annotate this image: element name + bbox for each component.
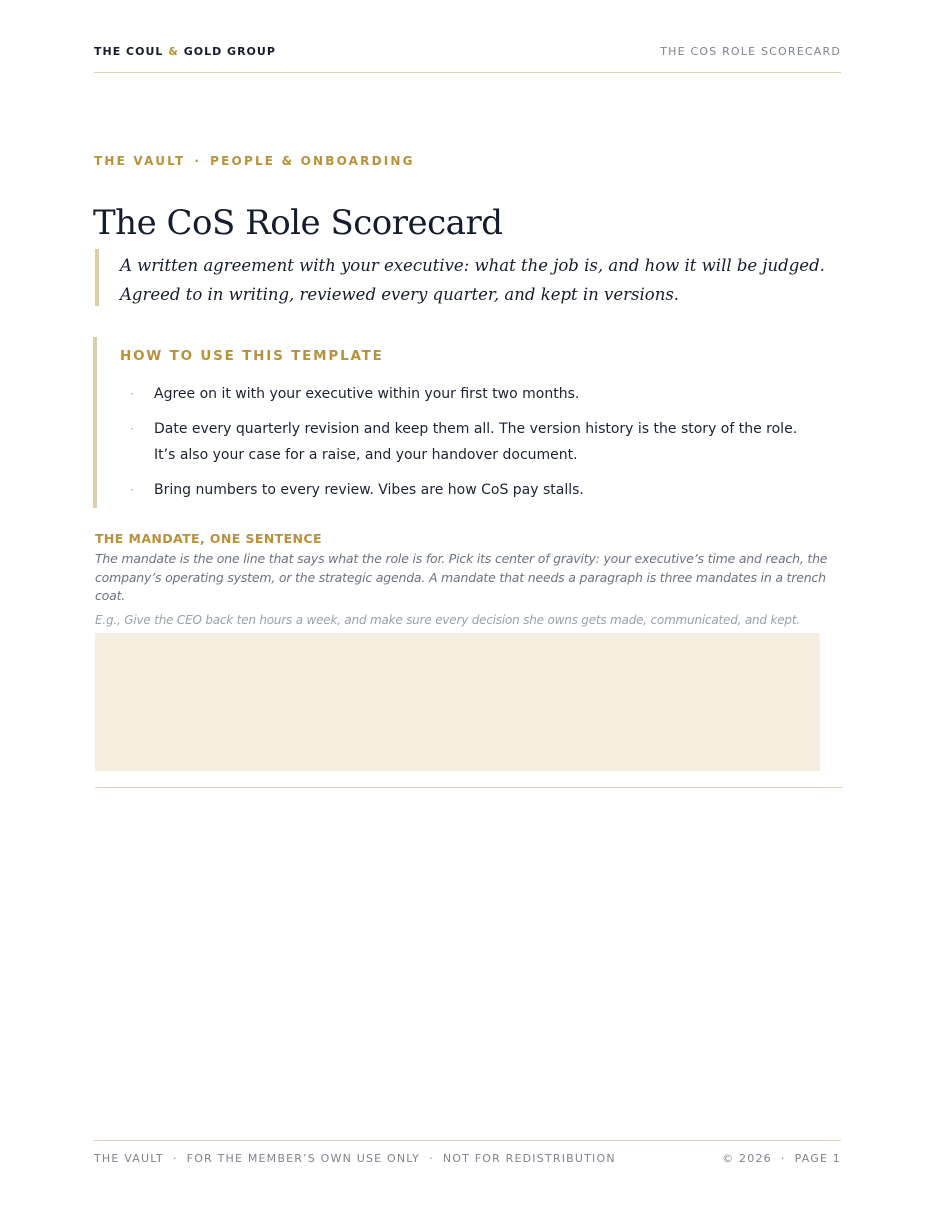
footer-separator: ·: [429, 1152, 434, 1165]
bullet-dot-icon: ·: [130, 483, 134, 497]
eyebrow-section: THE VAULT: [94, 154, 186, 168]
list-item-text: Date every quarterly revision and keep them all. The version history is the story of the role. It’s also your case for a raise, and your handover document.: [154, 421, 798, 463]
brand-ampersand: &: [168, 45, 179, 58]
section-eyebrow: [94, 154, 415, 168]
page-title: The CoS Role Scorecard: [93, 202, 503, 243]
list-item-text: Agree on it with your executive within your first two months.: [154, 386, 580, 402]
how-to-heading: HOW TO USE THIS TEMPLATE: [120, 348, 384, 364]
brand-name-right: GOLD GROUP: [183, 45, 276, 58]
footer-divider: [94, 1140, 841, 1141]
lead-quote: [95, 249, 839, 306]
bullet-dot-icon: ·: [130, 387, 134, 401]
mandate-field-label: THE MANDATE, ONE SENTENCE: [95, 531, 322, 546]
lead-text: A written agreement with your executive: what the job is, and how it will be judged. Agreed to in writing, reviewed every quarter, and kept in versions.: [120, 256, 825, 304]
header-divider: [94, 72, 841, 73]
page-header: [94, 45, 841, 63]
section-divider: [95, 787, 842, 788]
how-to-use-callout: [93, 337, 837, 508]
brand-name-left: THE COUL: [94, 45, 164, 58]
footer-page-info: [722, 1152, 841, 1165]
brand-logo: [94, 45, 276, 58]
footer-page-number: PAGE 1: [794, 1152, 841, 1165]
mandate-help-text: The mandate is the one line that says what the role is for. Pick its center of gravity: your executive’s time and reach, the company’s operating system, or the strategic agenda. A mandate that needs a paragraph is three mandates in a trench coat.: [95, 551, 828, 603]
header-document-title: THE COS ROLE SCORECARD: [660, 45, 841, 58]
how-to-list: [130, 381, 810, 512]
list-item-text: Bring numbers to every review. Vibes are how CoS pay stalls.: [154, 482, 584, 498]
mandate-answer-field[interactable]: [95, 633, 820, 771]
footer-usage: FOR THE MEMBER’S OWN USE ONLY: [186, 1152, 421, 1165]
footer-notice: [94, 1152, 616, 1165]
bullet-dot-icon: ·: [130, 422, 134, 436]
eyebrow-category: PEOPLE & ONBOARDING: [210, 154, 415, 168]
footer-separator: ·: [172, 1152, 178, 1165]
list-item: [130, 416, 810, 468]
mandate-example-text: E.g., Give the CEO back ten hours a week, and make sure every decision she owns gets made, communicated, and kept.: [95, 613, 800, 627]
footer-separator: ·: [780, 1152, 786, 1165]
list-item: [130, 477, 810, 503]
footer-vault: THE VAULT: [94, 1152, 164, 1165]
footer-distribution: NOT FOR REDISTRIBUTION: [442, 1152, 616, 1165]
footer-copyright: © 2026: [722, 1152, 772, 1165]
eyebrow-separator: ·: [194, 154, 202, 168]
list-item: [130, 381, 810, 407]
